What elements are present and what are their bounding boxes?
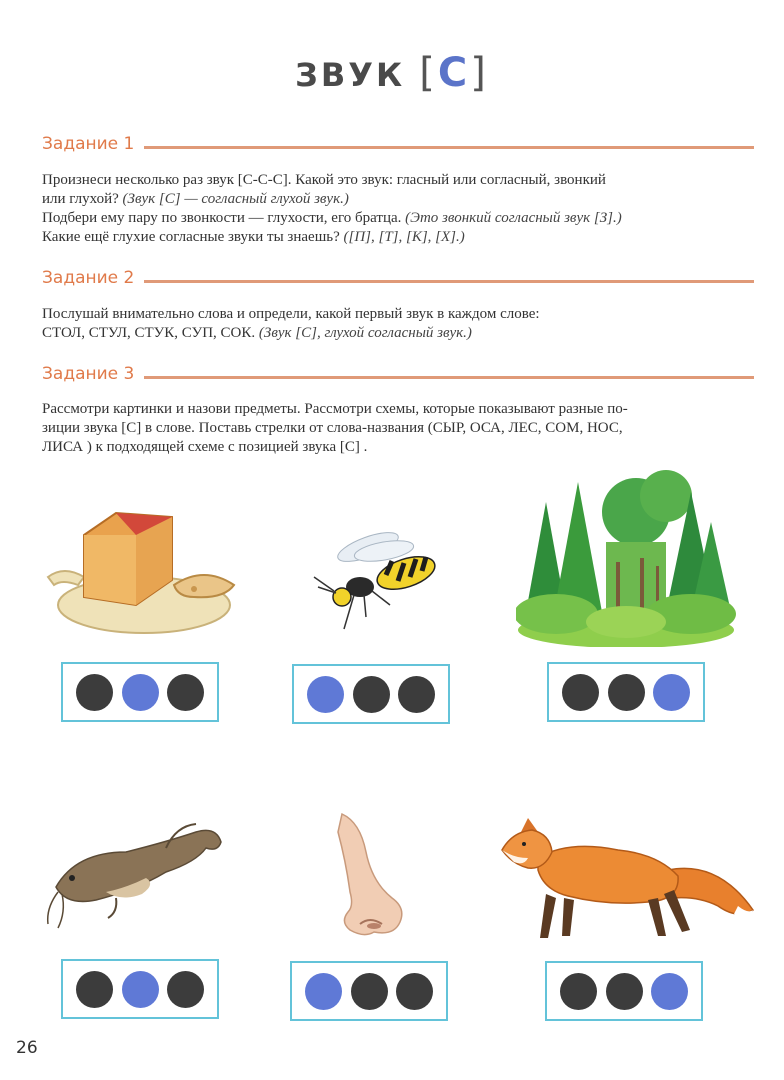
task-2-line-2-note: (Звук [С], глухой согласный звук.) — [258, 325, 472, 341]
task-1-line-4 — [42, 228, 762, 247]
scheme-cheese — [61, 662, 219, 722]
title-open-bracket: [ — [419, 50, 438, 96]
task-1-line-3-note: (Это звонкий согласный звук [З].) — [405, 210, 622, 226]
task-3-line-3 — [42, 438, 762, 457]
page-number: 26 — [16, 1038, 38, 1058]
task-2-divider — [144, 280, 754, 283]
scheme-fox — [545, 961, 703, 1021]
task-1-text — [42, 171, 762, 247]
other-sound-dot — [353, 676, 390, 713]
task-3-line-1-text: Рассмотри картинки и назови предметы. Рассмотри схемы, которые показывают разные по- — [42, 401, 628, 417]
task-1-header — [42, 134, 754, 154]
task-1-line-3-text: Подбери ему пару по звонкости — глухости, его братца. — [42, 210, 406, 226]
other-sound-dot — [398, 676, 435, 713]
task-3-line-3-text: ЛИСА ) к подходящей схеме с позицией звука [С] . — [42, 439, 368, 455]
other-sound-dot — [606, 973, 643, 1010]
page-title — [0, 50, 784, 96]
task-2-line-1-text: Послушай внимательно слова и определи, какой первый звук в каждом слове: — [42, 306, 540, 322]
task-3-line-2 — [42, 419, 762, 438]
task-2-line-2-text: СТОЛ, СТУЛ, СТУК, СУП, СОК. — [42, 325, 259, 341]
other-sound-dot — [608, 674, 645, 711]
sound-s-dot — [653, 674, 690, 711]
task-1-line-1 — [42, 171, 762, 190]
sound-s-dot — [307, 676, 344, 713]
forest-image — [516, 462, 736, 647]
task-1-divider — [144, 146, 754, 149]
task-2-label: Задание 2 — [42, 268, 135, 288]
task-2-header — [42, 268, 754, 288]
task-1-line-2-note: (Звук [С] — согласный глухой звук.) — [122, 191, 349, 207]
task-1-line-1-text: Произнеси несколько раз звук [С-С-С]. Какой это звук: гласный или согласный, звонкий — [42, 172, 606, 188]
other-sound-dot — [560, 973, 597, 1010]
task-1-line-3 — [42, 209, 762, 228]
other-sound-dot — [76, 674, 113, 711]
task-3-divider — [144, 376, 754, 379]
title-letter: С — [437, 50, 471, 96]
wasp-image — [310, 525, 450, 635]
scheme-wasp — [292, 664, 450, 724]
other-sound-dot — [76, 971, 113, 1008]
cheese-image — [44, 505, 244, 640]
fox-image — [498, 810, 758, 945]
task-1-line-2-text: или глухой? — [42, 191, 123, 207]
scheme-nose — [290, 961, 448, 1021]
task-2-line-2 — [42, 324, 762, 343]
other-sound-dot — [562, 674, 599, 711]
scheme-forest — [547, 662, 705, 722]
sound-s-dot — [651, 973, 688, 1010]
sound-s-dot — [122, 971, 159, 1008]
task-3-label: Задание 3 — [42, 364, 135, 384]
task-2-text — [42, 305, 762, 343]
task-3-header — [42, 364, 754, 384]
other-sound-dot — [167, 674, 204, 711]
sound-s-dot — [305, 973, 342, 1010]
task-1-line-2 — [42, 190, 762, 209]
other-sound-dot — [396, 973, 433, 1010]
scheme-catfish — [61, 959, 219, 1019]
task-1-line-4-text: Какие ещё глухие согласные звуки ты знаешь? — [42, 229, 344, 245]
task-3-text — [42, 400, 762, 457]
title-word: ЗВУК — [295, 56, 406, 94]
catfish-image — [46, 812, 226, 932]
nose-image — [330, 812, 410, 942]
task-1-line-4-note: ([П], [Т], [К], [Х].) — [343, 229, 465, 245]
title-close-bracket: ] — [470, 50, 489, 96]
task-3-line-1 — [42, 400, 762, 419]
other-sound-dot — [167, 971, 204, 1008]
task-3-line-2-text: зиции звука [С] в слове. Поставь стрелки от слова-названия (СЫР, ОСА, ЛЕС, СОМ, НОС, — [42, 420, 623, 436]
task-2-line-1 — [42, 305, 762, 324]
task-1-label: Задание 1 — [42, 134, 135, 154]
sound-s-dot — [122, 674, 159, 711]
other-sound-dot — [351, 973, 388, 1010]
